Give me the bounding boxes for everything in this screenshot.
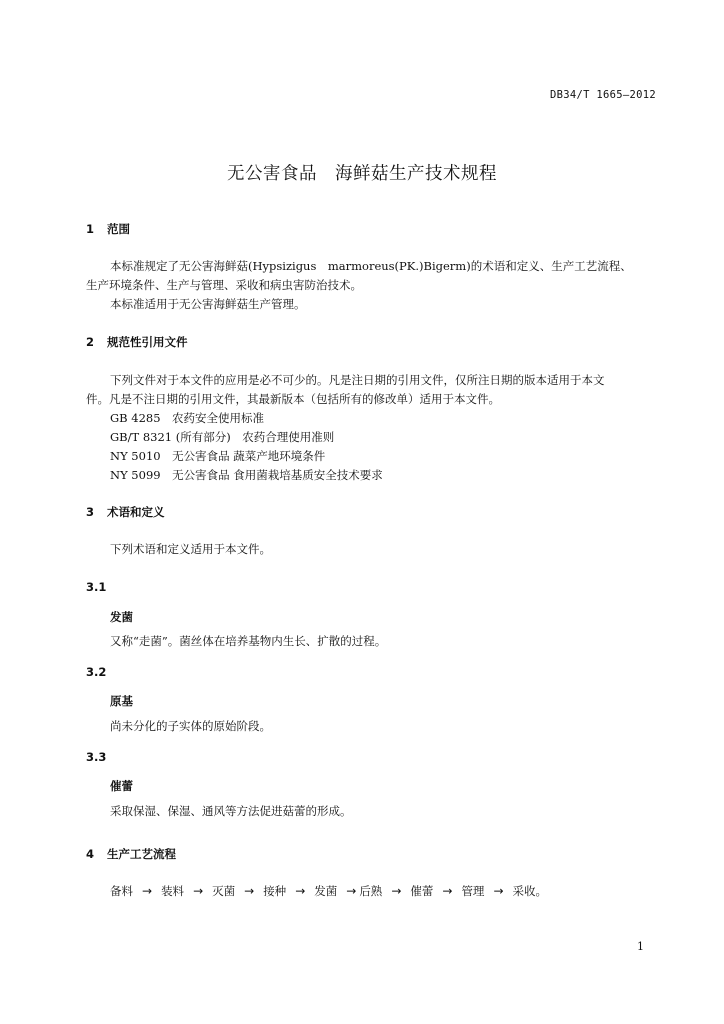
arrow-right-icon: → bbox=[244, 884, 255, 898]
standard-code: DB34/T 1665—2012 bbox=[550, 89, 656, 101]
term-name: 催蕾 bbox=[110, 779, 133, 793]
section-2-para-line-2: 件。凡是不注日期的引用文件，其最新版本（包括所有的修改单）适用于本文件。 bbox=[86, 392, 500, 406]
section-1-heading bbox=[86, 221, 130, 237]
arrow-right-icon: → bbox=[295, 884, 306, 898]
section-number: 2 bbox=[86, 335, 95, 349]
section-title: 范围 bbox=[107, 222, 130, 236]
section-title: 生产工艺流程 bbox=[107, 847, 176, 861]
flow-step: 灭菌 bbox=[212, 884, 236, 898]
section-1-para-line-3: 本标准适用于无公害海鲜菇生产管理。 bbox=[110, 297, 306, 311]
term-name: 发菌 bbox=[110, 610, 133, 624]
section-title: 规范性引用文件 bbox=[107, 335, 188, 349]
section-2-para-line-1: 下列文件对于本文件的应用是必不可少的。凡是注日期的引用文件，仅所注日期的版本适用于本文 bbox=[110, 373, 605, 387]
term-number: 3.3 bbox=[86, 750, 107, 764]
arrow-right-icon: → bbox=[493, 884, 504, 898]
section-title: 术语和定义 bbox=[107, 505, 165, 519]
flow-step: 备料 bbox=[110, 884, 133, 898]
term-definition: 采取保湿、保湿、通风等方法促进菇蕾的形成。 bbox=[110, 804, 352, 818]
term-definition: 尚未分化的子实体的原始阶段。 bbox=[110, 719, 271, 733]
arrow-right-icon: → bbox=[391, 884, 402, 898]
reference-item: GB/T 8321 (所有部分) 农药合理使用准则 bbox=[110, 430, 335, 444]
process-flow bbox=[110, 883, 547, 899]
section-1-para-line-1: 本标准规定了无公害海鲜菇(Hypsizigus marmoreus(PK.)Bigerm)的术语和定义、生产工艺流程、 bbox=[110, 259, 632, 273]
flow-step: 管理 bbox=[461, 884, 485, 898]
title-part-2: 海鲜菇生产技术规程 bbox=[335, 164, 497, 184]
section-number: 1 bbox=[86, 222, 95, 236]
page-number: 1 bbox=[637, 940, 644, 953]
section-number: 3 bbox=[86, 505, 95, 519]
section-4-heading bbox=[86, 846, 176, 862]
flow-step: 接种 bbox=[263, 884, 287, 898]
reference-item: NY 5010 无公害食品 蔬菜产地环境条件 bbox=[110, 449, 326, 463]
arrow-right-icon: → bbox=[346, 884, 357, 898]
section-number: 4 bbox=[86, 847, 95, 861]
flow-step: 采收。 bbox=[512, 884, 547, 898]
document-title bbox=[0, 160, 724, 185]
section-1-para-line-2: 生产环境条件、生产与管理、采收和病虫害防治技术。 bbox=[86, 278, 362, 292]
arrow-right-icon: → bbox=[193, 884, 204, 898]
section-2-heading bbox=[86, 334, 188, 350]
arrow-right-icon: → bbox=[442, 884, 453, 898]
term-name: 原基 bbox=[110, 694, 133, 708]
flow-step: 装料 bbox=[161, 884, 185, 898]
section-3-heading bbox=[86, 504, 165, 520]
title-part-1: 无公害食品 bbox=[227, 164, 317, 184]
arrow-right-icon: → bbox=[142, 884, 153, 898]
flow-step: 后熟 bbox=[359, 884, 383, 898]
flow-step: 催蕾 bbox=[410, 884, 434, 898]
term-number: 3.1 bbox=[86, 580, 107, 594]
term-number: 3.2 bbox=[86, 665, 107, 679]
term-definition: 又称“走菌”。菌丝体在培养基物内生长、扩散的过程。 bbox=[110, 634, 387, 648]
reference-item: GB 4285 农药安全使用标准 bbox=[110, 411, 265, 425]
flow-step: 发菌 bbox=[314, 884, 338, 898]
reference-item: NY 5099 无公害食品 食用菌栽培基质安全技术要求 bbox=[110, 468, 383, 482]
section-3-intro: 下列术语和定义适用于本文件。 bbox=[110, 542, 271, 556]
